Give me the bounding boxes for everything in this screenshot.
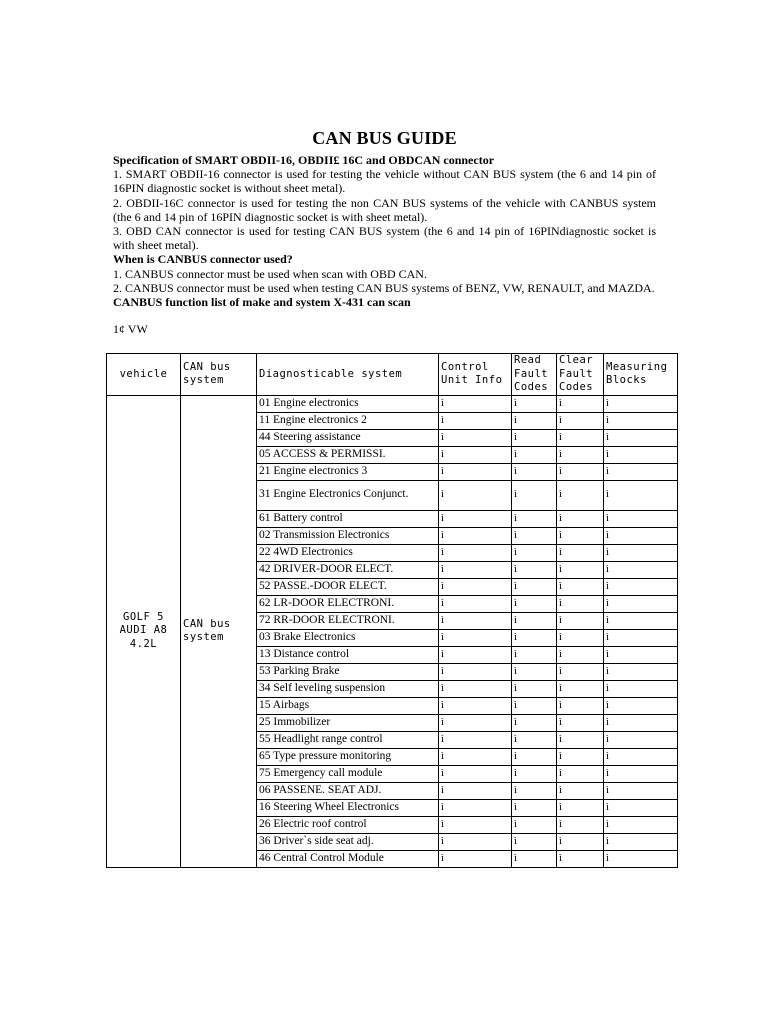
clear-fault-codes-mark: ì: [557, 629, 604, 646]
measuring-blocks-mark: ì: [604, 480, 678, 510]
when-heading: When is CANBUS connector used?: [113, 252, 293, 267]
control-unit-info-mark: ì: [439, 629, 512, 646]
read-fault-codes-mark: ì: [512, 510, 557, 527]
diagnosticable-system-cell: 65 Type pressure monitoring: [257, 748, 439, 765]
read-fault-codes-mark: ì: [512, 714, 557, 731]
control-unit-info-mark: ì: [439, 748, 512, 765]
diagnosticable-system-cell: 22 4WD Electronics: [257, 544, 439, 561]
clear-fault-codes-mark: ì: [557, 816, 604, 833]
measuring-blocks-mark: ì: [604, 765, 678, 782]
diagnosticable-system-cell: 01 Engine electronics: [257, 395, 439, 412]
diagnosticable-system-cell: 05 ACCESS & PERMISSI.: [257, 446, 439, 463]
control-unit-info-mark: ì: [439, 680, 512, 697]
control-unit-info-mark: ì: [439, 782, 512, 799]
measuring-blocks-mark: ì: [604, 463, 678, 480]
canbus-function-table: [106, 353, 678, 868]
control-unit-info-mark: ì: [439, 510, 512, 527]
measuring-blocks-mark: ì: [604, 833, 678, 850]
measuring-blocks-mark: ì: [604, 680, 678, 697]
clear-fault-codes-mark: ì: [557, 544, 604, 561]
clear-fault-codes-mark: ì: [557, 799, 604, 816]
measuring-blocks-mark: ì: [604, 748, 678, 765]
clear-fault-codes-mark: ì: [557, 595, 604, 612]
header-canbus-system: CAN bus system: [181, 354, 257, 396]
diagnosticable-system-cell: 26 Electric roof control: [257, 816, 439, 833]
clear-fault-codes-mark: ì: [557, 714, 604, 731]
diagnosticable-system-cell: 72 RR-DOOR ELECTRONI.: [257, 612, 439, 629]
control-unit-info-mark: ì: [439, 697, 512, 714]
control-unit-info-mark: ì: [439, 480, 512, 510]
clear-fault-codes-mark: ì: [557, 578, 604, 595]
measuring-blocks-mark: ì: [604, 544, 678, 561]
control-unit-info-mark: ì: [439, 463, 512, 480]
control-unit-info-mark: ì: [439, 527, 512, 544]
read-fault-codes-mark: ì: [512, 412, 557, 429]
clear-fault-codes-mark: ì: [557, 680, 604, 697]
clear-fault-codes-mark: ì: [557, 612, 604, 629]
page-title: CAN BUS GUIDE: [312, 128, 457, 148]
control-unit-info-mark: ì: [439, 544, 512, 561]
vehicle-cell: GOLF 5 AUDI A8 4.2L: [107, 395, 181, 867]
clear-fault-codes-mark: ì: [557, 446, 604, 463]
read-fault-codes-mark: ì: [512, 527, 557, 544]
diagnosticable-system-cell: 75 Emergency call module: [257, 765, 439, 782]
clear-fault-codes-mark: ì: [557, 463, 604, 480]
clear-fault-codes-mark: ì: [557, 663, 604, 680]
read-fault-codes-mark: ì: [512, 833, 557, 850]
measuring-blocks-mark: ì: [604, 395, 678, 412]
clear-fault-codes-mark: ì: [557, 782, 604, 799]
clear-fault-codes-mark: ì: [557, 480, 604, 510]
read-fault-codes-mark: ì: [512, 782, 557, 799]
spec-heading: Specification of SMART OBDII-16, OBDII£ 16C and OBDCAN connector: [113, 153, 495, 167]
control-unit-info-mark: ì: [439, 561, 512, 578]
spec-item-2: 2. OBDII-16C connector is used for testing the non CAN BUS systems of the vehicle with CANBUS system (the 6 and 14 pin of 16PIN diagnostic socket is with sheet metal).: [113, 195, 656, 224]
measuring-blocks-mark: ì: [604, 714, 678, 731]
read-fault-codes-mark: ì: [512, 446, 557, 463]
clear-fault-codes-mark: ì: [557, 429, 604, 446]
diagnosticable-system-cell: 61 Battery control: [257, 510, 439, 527]
clear-fault-codes-mark: ì: [557, 412, 604, 429]
control-unit-info-mark: ì: [439, 731, 512, 748]
section-label: 1¢ VW: [113, 322, 148, 337]
control-unit-info-mark: ì: [439, 799, 512, 816]
diagnosticable-system-cell: 02 Transmission Electronics: [257, 527, 439, 544]
diagnosticable-system-cell: 52 PASSE.-DOOR ELECT.: [257, 578, 439, 595]
read-fault-codes-mark: ì: [512, 697, 557, 714]
read-fault-codes-mark: ì: [512, 480, 557, 510]
header-vehicle: vehicle: [107, 354, 181, 396]
measuring-blocks-mark: ì: [604, 578, 678, 595]
control-unit-info-mark: ì: [439, 850, 512, 867]
diagnosticable-system-cell: 11 Engine electronics 2: [257, 412, 439, 429]
diagnosticable-system-cell: 06 PASSENE. SEAT ADJ.: [257, 782, 439, 799]
control-unit-info-mark: ì: [439, 595, 512, 612]
read-fault-codes-mark: ì: [512, 595, 557, 612]
measuring-blocks-mark: ì: [604, 561, 678, 578]
measuring-blocks-mark: ì: [604, 731, 678, 748]
control-unit-info-mark: ì: [439, 412, 512, 429]
control-unit-info-mark: ì: [439, 663, 512, 680]
measuring-blocks-mark: ì: [604, 816, 678, 833]
read-fault-codes-mark: ì: [512, 429, 557, 446]
when-item-1: 1. CANBUS connector must be used when scan with OBD CAN.: [113, 266, 427, 281]
measuring-blocks-mark: ì: [604, 429, 678, 446]
clear-fault-codes-mark: ì: [557, 561, 604, 578]
clear-fault-codes-mark: ì: [557, 510, 604, 527]
diagnosticable-system-cell: 16 Steering Wheel Electronics: [257, 799, 439, 816]
read-fault-codes-mark: ì: [512, 463, 557, 480]
measuring-blocks-mark: ì: [604, 446, 678, 463]
clear-fault-codes-mark: ì: [557, 850, 604, 867]
diagnosticable-system-cell: 03 Brake Electronics: [257, 629, 439, 646]
spec-item-1: 1. SMART OBDII-16 connector is used for testing the vehicle without CAN BUS system (the 6 and 14 pin of 16PIN diagnostic socket is without sheet metal).: [113, 167, 656, 196]
clear-fault-codes-mark: ì: [557, 765, 604, 782]
read-fault-codes-mark: ì: [512, 663, 557, 680]
clear-fault-codes-mark: ì: [557, 748, 604, 765]
document-page: [113, 128, 656, 340]
clear-fault-codes-mark: ì: [557, 527, 604, 544]
diagnosticable-system-cell: 25 Immobilizer: [257, 714, 439, 731]
diagnosticable-system-cell: 42 DRIVER-DOOR ELECT.: [257, 561, 439, 578]
measuring-blocks-mark: ì: [604, 646, 678, 663]
read-fault-codes-mark: ì: [512, 646, 557, 663]
read-fault-codes-mark: ì: [512, 816, 557, 833]
function-heading: CANBUS function list of make and system X-431 can scan: [113, 295, 411, 310]
read-fault-codes-mark: ì: [512, 731, 557, 748]
control-unit-info-mark: ì: [439, 714, 512, 731]
read-fault-codes-mark: ì: [512, 612, 557, 629]
control-unit-info-mark: ì: [439, 833, 512, 850]
read-fault-codes-mark: ì: [512, 544, 557, 561]
control-unit-info-mark: ì: [439, 612, 512, 629]
read-fault-codes-mark: ì: [512, 578, 557, 595]
control-unit-info-mark: ì: [439, 395, 512, 412]
header-clear-fault-codes: Clear Fault Codes: [557, 354, 604, 396]
diagnosticable-system-cell: 31 Engine Electronics Conjunct.: [257, 480, 439, 510]
control-unit-info-mark: ì: [439, 765, 512, 782]
header-diagnosticable-system: Diagnosticable system: [257, 354, 439, 396]
measuring-blocks-mark: ì: [604, 629, 678, 646]
diagnosticable-system-cell: 13 Distance control: [257, 646, 439, 663]
spec-item-3: 3. OBD CAN connector is used for testing CAN BUS system (the 6 and 14 pin of 16PINdiagnostic socket is with sheet metal).: [113, 224, 656, 253]
clear-fault-codes-mark: ì: [557, 731, 604, 748]
clear-fault-codes-mark: ì: [557, 697, 604, 714]
read-fault-codes-mark: ì: [512, 680, 557, 697]
table-header-row: [107, 354, 678, 396]
measuring-blocks-mark: ì: [604, 412, 678, 429]
header-measuring-blocks: Measuring Blocks: [604, 354, 678, 396]
control-unit-info-mark: ì: [439, 646, 512, 663]
measuring-blocks-mark: ì: [604, 663, 678, 680]
canbus-system-cell: CAN bus system: [181, 395, 257, 867]
table-row: [107, 395, 678, 412]
read-fault-codes-mark: ì: [512, 799, 557, 816]
diagnosticable-system-cell: 62 LR-DOOR ELECTRONI.: [257, 595, 439, 612]
measuring-blocks-mark: ì: [604, 850, 678, 867]
diagnosticable-system-cell: 15 Airbags: [257, 697, 439, 714]
read-fault-codes-mark: ì: [512, 765, 557, 782]
measuring-blocks-mark: ì: [604, 782, 678, 799]
diagnosticable-system-cell: 21 Engine electronics 3: [257, 463, 439, 480]
measuring-blocks-mark: ì: [604, 697, 678, 714]
read-fault-codes-mark: ì: [512, 850, 557, 867]
measuring-blocks-mark: ì: [604, 595, 678, 612]
measuring-blocks-mark: ì: [604, 527, 678, 544]
diagnosticable-system-cell: 34 Self leveling suspension: [257, 680, 439, 697]
diagnosticable-system-cell: 55 Headlight range control: [257, 731, 439, 748]
read-fault-codes-mark: ì: [512, 629, 557, 646]
measuring-blocks-mark: ì: [604, 612, 678, 629]
control-unit-info-mark: ì: [439, 816, 512, 833]
diagnosticable-system-cell: 36 Driver`s side seat adj.: [257, 833, 439, 850]
read-fault-codes-mark: ì: [512, 395, 557, 412]
diagnosticable-system-cell: 44 Steering assistance: [257, 429, 439, 446]
measuring-blocks-mark: ì: [604, 799, 678, 816]
clear-fault-codes-mark: ì: [557, 395, 604, 412]
control-unit-info-mark: ì: [439, 429, 512, 446]
when-item-2: 2. CANBUS connector must be used when testing CAN BUS systems of BENZ, VW, RENAULT, and MAZDA.: [113, 280, 655, 295]
clear-fault-codes-mark: ì: [557, 833, 604, 850]
control-unit-info-mark: ì: [439, 578, 512, 595]
measuring-blocks-mark: ì: [604, 510, 678, 527]
clear-fault-codes-mark: ì: [557, 646, 604, 663]
read-fault-codes-mark: ì: [512, 561, 557, 578]
header-read-fault-codes: Read Fault Codes: [512, 354, 557, 396]
diagnosticable-system-cell: 46 Central Control Module: [257, 850, 439, 867]
diagnosticable-system-cell: 53 Parking Brake: [257, 663, 439, 680]
control-unit-info-mark: ì: [439, 446, 512, 463]
read-fault-codes-mark: ì: [512, 748, 557, 765]
header-control-unit-info: Control Unit Info: [439, 354, 512, 396]
